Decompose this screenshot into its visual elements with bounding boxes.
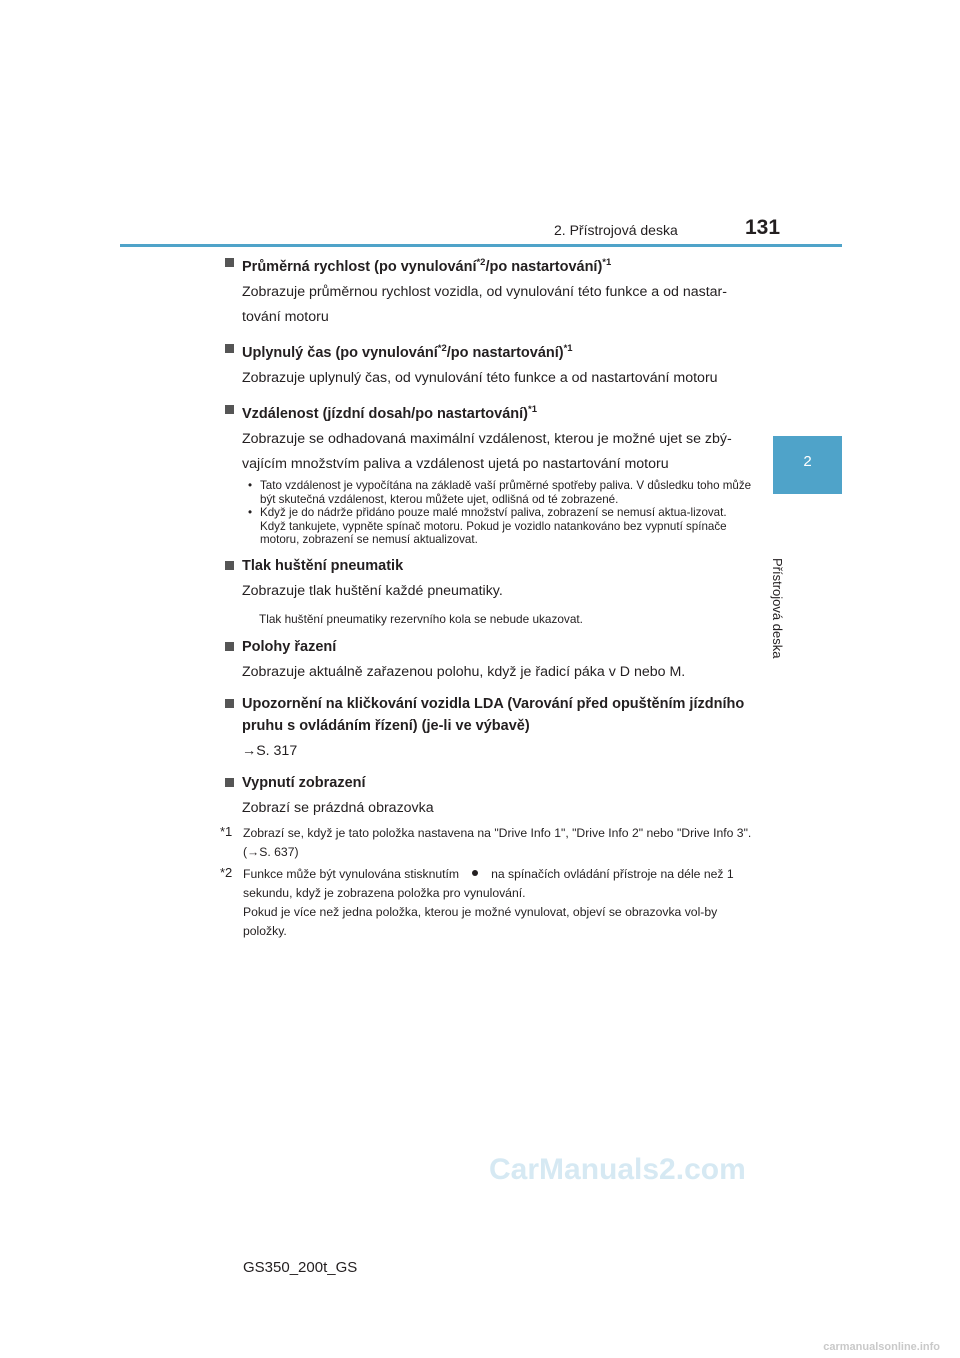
section-title-lda (225, 693, 755, 737)
list-item (248, 479, 755, 506)
title-text: Polohy řazení (242, 638, 337, 655)
section-title-shift-position (225, 636, 755, 658)
footnote-mark: *2 (220, 864, 233, 880)
title-text: Vypnutí zobrazení (242, 774, 366, 791)
site-footer-bar (0, 1341, 960, 1358)
chapter-tab (773, 436, 842, 494)
header-divider (120, 244, 842, 247)
bullet-dot-icon: • (248, 506, 253, 519)
footnote-1 (220, 823, 755, 862)
footnote-ref: *1 (563, 343, 573, 354)
title-text: Upozornění na kličkování vozidla LDA (Varování před opuštěním jízdního pruhu s ovládáním řízení) (je-li ve výbavě) (242, 695, 745, 734)
bullet-dot-icon: • (248, 479, 253, 492)
title-text: Uplynulý čas (po vynulování (242, 345, 438, 361)
square-bullet-icon (225, 344, 234, 353)
square-bullet-icon (225, 778, 234, 787)
section-title-average-speed (225, 252, 755, 278)
chapter-label: Přístrojová deska (770, 558, 785, 659)
page-reference-link[interactable]: →S. 317 (242, 742, 298, 759)
section-title-display-off (225, 772, 755, 794)
footnote-text: na spínačích ovládání přístroje na déle než 1 sekundu, když je zobrazena položka pro vynulování. (243, 866, 734, 900)
bullet-text: Když je do nádrže přidáno pouze malé množství paliva, zobrazení se nemusí aktua-lizovat. (260, 506, 727, 519)
chapter-number: 2 (803, 453, 812, 470)
model-code: GS350_200t_GS (243, 1259, 358, 1276)
main-content (220, 252, 755, 941)
title-text: /po nastartování) (485, 259, 603, 275)
title-text: Vzdálenost (jízdní dosah/po nastartování) (242, 406, 528, 422)
footnote-ref: *1 (528, 404, 537, 415)
square-bullet-icon (225, 258, 234, 267)
bullet-text: Tato vzdálenost je vypočítána na základě vaší průměrné spotřeby paliva. V důsledku toho může být skutečná vzdálenost, kterou můžete ujet, odlišná od té zobrazené. (260, 479, 752, 506)
footnote-text: Pokud je více než jedna položka, kterou je možné vynulovat, objeví se obrazovka vol-by položky. (243, 904, 718, 938)
page-number: 131 (745, 216, 781, 239)
list-item (248, 506, 755, 520)
title-text: /po nastartování) (446, 345, 564, 361)
footnote-ref: *2 (476, 257, 486, 268)
section-title-tire-pressure (225, 555, 755, 577)
square-bullet-icon (225, 405, 234, 414)
section-text-average-speed: Zobrazuje průměrnou rychlost vozidla, od vynulování této funkce a od nastar-tování motoru (242, 284, 728, 325)
footnote-text: Funkce může být vynulována stisknutím (243, 866, 460, 881)
section-text-display-off: Zobrazí se prázdná obrazovka (242, 799, 434, 816)
site-footer-text: carmanualsonline.info (823, 1341, 940, 1353)
square-bullet-icon (225, 642, 234, 651)
section-text-shift-position: Zobrazuje aktuálně zařazenou polohu, když je řadicí páka v D nebo M. (242, 663, 686, 680)
footnote-text: Zobrazí se, když je tato položka nastavena na "Drive Info 1", "Drive Info 2" nebo "Drive Info 3". (→S. 637) (243, 825, 752, 859)
footnote-2 (220, 864, 755, 941)
section-text-elapsed-time: Zobrazuje uplynulý čas, od vynulování této funkce a od nastartování motoru (242, 370, 718, 386)
tire-pressure-note: Tlak huštění pneumatiky rezervního kola se nebude ukazovat. (259, 611, 583, 626)
center-dot-button-icon (467, 865, 483, 881)
bullet-continuation: Když tankujete, vypněte spínač motoru. Pokud je vozidlo natankováno bez vypnutí spínače motoru, zobrazení se nemusí aktualizovat. (260, 519, 727, 546)
distance-notes (225, 479, 755, 547)
title-text: Tlak huštění pneumatik (242, 557, 404, 574)
footnote-mark: *1 (220, 823, 233, 839)
title-text: Průměrná rychlost (po vynulování (242, 259, 477, 275)
watermark-text: CarManuals2.com (489, 1153, 746, 1186)
section-text-distance: Zobrazuje se odhadovaná maximální vzdálenost, kterou je možné ujet se zbý-vajícím množstvím paliva a vzdálenost ujetá po nastartování motoru (242, 431, 732, 472)
section-title-distance (225, 399, 755, 425)
watermark-logo (483, 1148, 759, 1192)
section-text-tire-pressure: Zobrazuje tlak huštění každé pneumatiky. (242, 582, 503, 599)
header-section-title: 2. Přístrojová deska (554, 222, 678, 238)
footnote-ref: *1 (602, 257, 612, 268)
footnote-ref: *2 (437, 343, 447, 354)
square-bullet-icon (225, 699, 234, 708)
square-bullet-icon (225, 561, 234, 570)
section-title-elapsed-time (225, 338, 755, 364)
